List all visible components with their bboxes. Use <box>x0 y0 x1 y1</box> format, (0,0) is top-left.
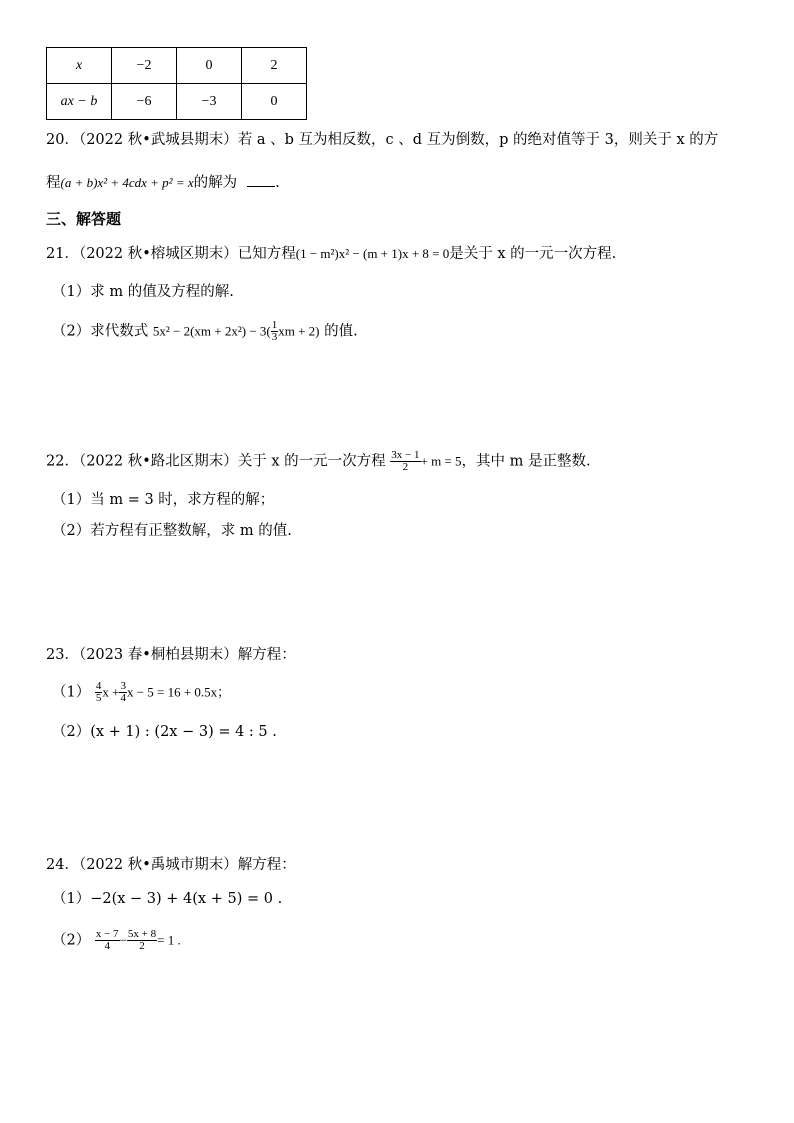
q22-eq-rest: + m = 5 <box>420 453 462 469</box>
fraction-denominator: 3 <box>271 331 278 343</box>
fraction-denominator: 2 <box>139 940 145 952</box>
answer-blank[interactable] <box>247 172 275 187</box>
q21-part2-suffix: 的值. <box>324 323 358 340</box>
question-21-part1: （1）求 m 的值及方程的解. <box>52 284 234 300</box>
fraction-denominator: 5 <box>95 692 102 704</box>
q23-part1-label: （1） <box>52 684 91 701</box>
q24-minus: − <box>119 932 127 948</box>
q22-suffix: ，其中 m 是正整数. <box>461 453 591 470</box>
q20-prefix: 程 <box>46 175 61 191</box>
fraction-denominator: 4 <box>104 940 110 952</box>
q23-fraction-2 <box>119 681 127 704</box>
fraction-numerator: 3 <box>120 680 126 692</box>
question-20-line2: 程(a + b)x² + 4cdx + p² = x的解为 . <box>46 172 280 193</box>
question-23-part1 <box>52 681 230 704</box>
table-cell: −3 <box>177 84 242 120</box>
table-cell: 2 <box>242 48 307 84</box>
table-cell: −6 <box>112 84 177 120</box>
fraction-numerator: 5x + 8 <box>127 928 157 940</box>
question-24-part1: （1）−2(x − 3) + 4(x + 5) = 0 . <box>52 891 283 907</box>
fraction-numerator: 1 <box>271 319 278 331</box>
table-header-cell: ax − b <box>47 84 112 120</box>
q24-fraction-1 <box>95 929 120 952</box>
value-table <box>46 47 307 120</box>
question-22-stem <box>46 450 591 473</box>
q24-part2-label: （2） <box>52 932 91 949</box>
question-21-stem <box>46 244 616 264</box>
fraction-numerator: 3x − 1 <box>391 449 420 461</box>
q21-expr-a: 5x² − 2(xm + 2x²) − 3( <box>152 323 271 339</box>
q21-expr-b: xm + 2) <box>278 323 320 339</box>
table-cell: 0 <box>177 48 242 84</box>
q24-part2-rest: = 1 . <box>157 932 181 948</box>
q21-prefix: 21．（2022 秋•榕城区期末）已知方程 <box>46 246 296 262</box>
q24-fraction-2 <box>127 929 157 952</box>
fraction-denominator: 2 <box>402 461 409 473</box>
fraction-numerator: 4 <box>95 680 102 692</box>
question-21-part2 <box>52 320 358 343</box>
q20-equation: (a + b)x² + 4cdx + p² = x <box>60 175 194 190</box>
question-22-part1: （1）当 m = 3 时，求方程的解； <box>52 492 275 508</box>
q23-part1-mid: x + <box>102 684 120 700</box>
table-header-cell: x <box>47 48 112 84</box>
question-24-stem: 24．（2022 秋•禹城市期末）解方程： <box>46 857 296 873</box>
question-22-part2: （2）若方程有正整数解，求 m 的值. <box>52 523 292 539</box>
table-cell: 0 <box>242 84 307 120</box>
question-23-part2: （2）(x + 1) : (2x − 3) = 4 : 5 . <box>52 724 277 740</box>
question-24-part2 <box>52 929 181 952</box>
question-23-stem: 23．（2023 春•桐柏县期末）解方程： <box>46 647 296 663</box>
q21-equation: (1 − m²)x² − (m + 1)x + 8 = 0 <box>295 246 450 261</box>
q22-prefix: 22．（2022 秋•路北区期末）关于 x 的一元一次方程 <box>46 453 386 470</box>
q21-part2-prefix: （2）求代数式 <box>52 323 149 340</box>
table-row <box>47 84 307 120</box>
fraction-denominator: 4 <box>120 692 126 704</box>
table-row <box>47 48 307 84</box>
question-20-line1: 20．（2022 秋•武城县期末）若 a 、b 互为相反数，c 、d 互为倒数，p 的绝对值等于 3，则关于 x 的方 <box>46 132 719 148</box>
section-title: 三、解答题 <box>46 210 122 228</box>
q20-suffix: 的解为 <box>193 175 238 191</box>
q23-part1-rest: x − 5 = 16 + 0.5x； <box>126 684 231 700</box>
table-cell: −2 <box>112 48 177 84</box>
fraction-numerator: x − 7 <box>95 928 119 940</box>
q22-fraction <box>390 450 420 473</box>
q21-suffix: 是关于 x 的一元一次方程. <box>449 246 617 262</box>
